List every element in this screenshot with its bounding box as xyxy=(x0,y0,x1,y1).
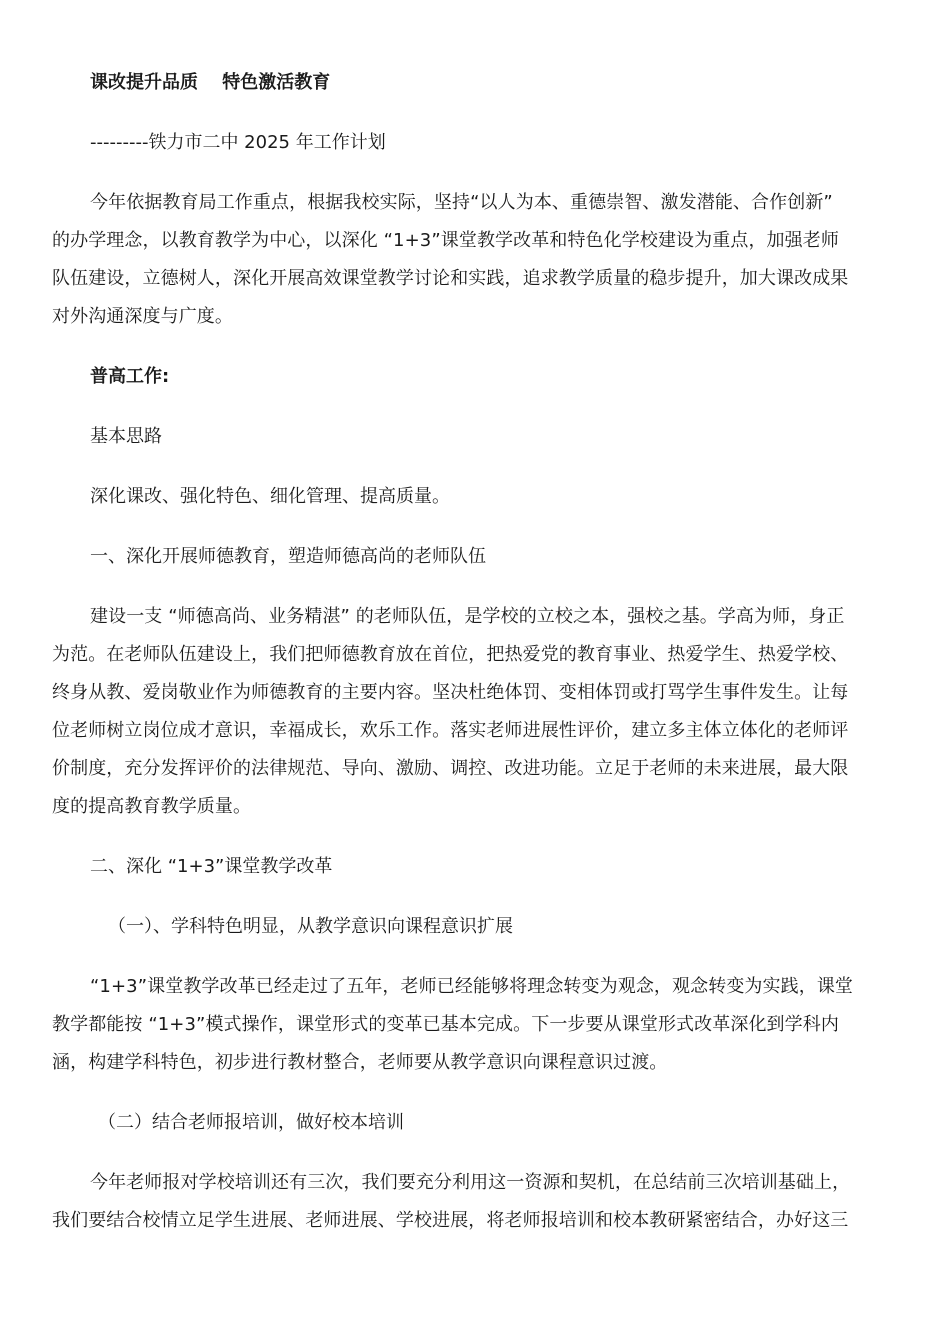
text-line: 教学都能按 “1+3”模式操作，课堂形式的变革已基本完成。下一步要从课堂形式改革深化到学科内 xyxy=(52,1014,839,1035)
text-line: “1+3”课堂教学改革已经走过了五年，老师已经能够将理念转变为观念，观念转变为实践，课堂 xyxy=(90,976,854,997)
part1-paragraph xyxy=(52,598,898,826)
sub2-heading: （二）结合老师报培训，做好校本培训 xyxy=(98,1112,404,1133)
section-heading: 普高工作: xyxy=(90,366,170,387)
text-line: 对外沟通深度与广度。 xyxy=(52,306,233,327)
part2-heading: 二、深化 “1+3”课堂教学改革 xyxy=(90,856,333,877)
sub2-paragraph xyxy=(52,1164,898,1240)
text-line: 建设一支 “师德高尚、业务精湛” 的老师队伍，是学校的立校之本，强校之基。学高为师，身正 xyxy=(90,606,845,627)
part1-heading: 一、深化开展师德教育，塑造师德高尚的老师队伍 xyxy=(90,546,486,567)
text-line: 度的提高教育教学质量。 xyxy=(52,796,252,817)
text-line: 我们要结合校情立足学生进展、老师进展、学校进展，将老师报培训和校本教研紧密结合，办好这三 xyxy=(52,1210,849,1231)
text-line: 今年老师报对学校培训还有三次，我们要充分利用这一资源和契机，在总结前三次培训基础上， xyxy=(90,1172,851,1193)
text-line: 终身从教、爱岗敬业作为师德教育的主要内容。坚决杜绝体罚、变相体罚或打骂学生事件发生。让每 xyxy=(52,682,849,703)
sub1-heading: （一）、学科特色明显，从教学意识向课程意识扩展 xyxy=(108,916,513,937)
text-line: 价制度，充分发挥评价的法律规范、导向、激励、调控、改进功能。立足于老师的未来进展，最大限 xyxy=(52,758,849,779)
basic-idea-text: 深化课改、强化特色、细化管理、提高质量。 xyxy=(90,486,450,507)
document-title: 课改提升品质 特色激活教育 xyxy=(90,72,331,93)
text-line: 的办学理念，以教育教学为中心，以深化 “1+3”课堂教学改革和特色化学校建设为重点，加强老师 xyxy=(52,230,839,251)
intro-paragraph xyxy=(52,184,898,336)
text-line: 队伍建设，立德树人，深化开展高效课堂教学讨论和实践，追求教学质量的稳步提升，加大课改成果 xyxy=(52,268,849,289)
document-subtitle: ---------铁力市二中 2025 年工作计划 xyxy=(90,132,386,153)
basic-idea-label: 基本思路 xyxy=(90,426,162,447)
text-line: 位老师树立岗位成才意识，幸福成长，欢乐工作。落实老师进展性评价，建立多主体立体化的老师评 xyxy=(52,720,849,741)
sub1-paragraph xyxy=(52,968,898,1082)
text-line: 涵，构建学科特色，初步进行教材整合，老师要从教学意识向课程意识过渡。 xyxy=(52,1052,668,1073)
text-line: 为范。在老师队伍建设上，我们把师德教育放在首位，把热爱党的教育事业、热爱学生、热爱学校、 xyxy=(52,644,849,665)
document-page xyxy=(52,64,898,1240)
text-line: 今年依据教育局工作重点，根据我校实际，坚持“以人为本、重德崇智、激发潜能、合作创新” xyxy=(90,192,833,213)
